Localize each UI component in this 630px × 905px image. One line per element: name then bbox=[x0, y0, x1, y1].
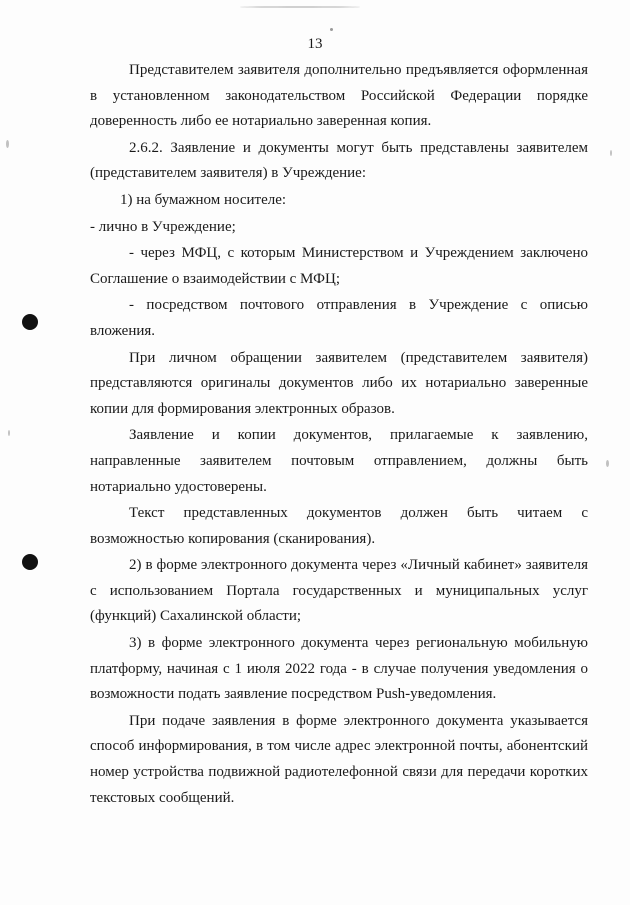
paragraph-via-mfc: - через МФЦ, с которым Министерством и Учреждением заключено Соглашение о взаимодействии с МФЦ; bbox=[90, 245, 588, 287]
paragraph-via-post: - посредством почтового отправления в Учреждение с описью вложения. bbox=[90, 297, 588, 339]
scan-noise bbox=[606, 460, 609, 467]
paragraph-representative-power-of-attorney: Представителем заявителя дополнительно предъявляется оформленная в установленном законодательством Российской Федерации порядке доверенность либо ее нотариально заверенная копия. bbox=[90, 62, 588, 130]
paragraph-personal-visit-originals: При личном обращении заявителем (представителем заявителя) представляются оригиналы документов либо их нотариально заверенные копии для формирования электронных образов. bbox=[90, 349, 588, 417]
punch-hole-bottom bbox=[22, 554, 38, 570]
paragraph-electronic-personal-cabinet: 2) в форме электронного документа через «Личный кабинет» заявителя с использованием Портала государственных и муниципальных услуг (функций) Сахалинской области; bbox=[90, 557, 588, 625]
scan-noise bbox=[330, 28, 333, 31]
scan-noise bbox=[6, 140, 9, 148]
document-body bbox=[90, 58, 588, 811]
scan-noise bbox=[240, 6, 360, 8]
paragraph-paper-medium: 1) на бумажном носителе: bbox=[120, 191, 287, 208]
paragraph-readable-text: Текст представленных документов должен быть читаем с возможностью копирования (сканирования). bbox=[90, 505, 588, 547]
paragraph-notarized-copies: Заявление и копии документов, прилагаемые к заявлению, направленные заявителем почтовым отправлением, должны быть нотариально удостоверены. bbox=[90, 427, 588, 495]
scan-noise bbox=[610, 150, 612, 156]
page-number: 13 bbox=[307, 36, 323, 52]
paragraph-2-6-2-submission-methods: 2.6.2. Заявление и документы могут быть представлены заявителем (представителем заявителя) в Учреждение: bbox=[90, 139, 588, 182]
paragraph-in-person: - лично в Учреждение; bbox=[90, 218, 236, 235]
punch-hole-top bbox=[22, 314, 38, 330]
paragraph-mobile-platform: 3) в форме электронного документа через региональную мобильную платформу, начиная с 1 июля 2022 года - в случае получения уведомления о возможности подать заявление посредством Push-уведомления. bbox=[90, 635, 588, 703]
scan-noise bbox=[8, 430, 10, 436]
paragraph-notification-method: При подаче заявления в форме электронного документа указывается способ информирования, в том числе адрес электронной почты, абонентский номер устройства подвижной радиотелефонной связи для передачи коротких текстовых сообщений. bbox=[90, 712, 588, 806]
